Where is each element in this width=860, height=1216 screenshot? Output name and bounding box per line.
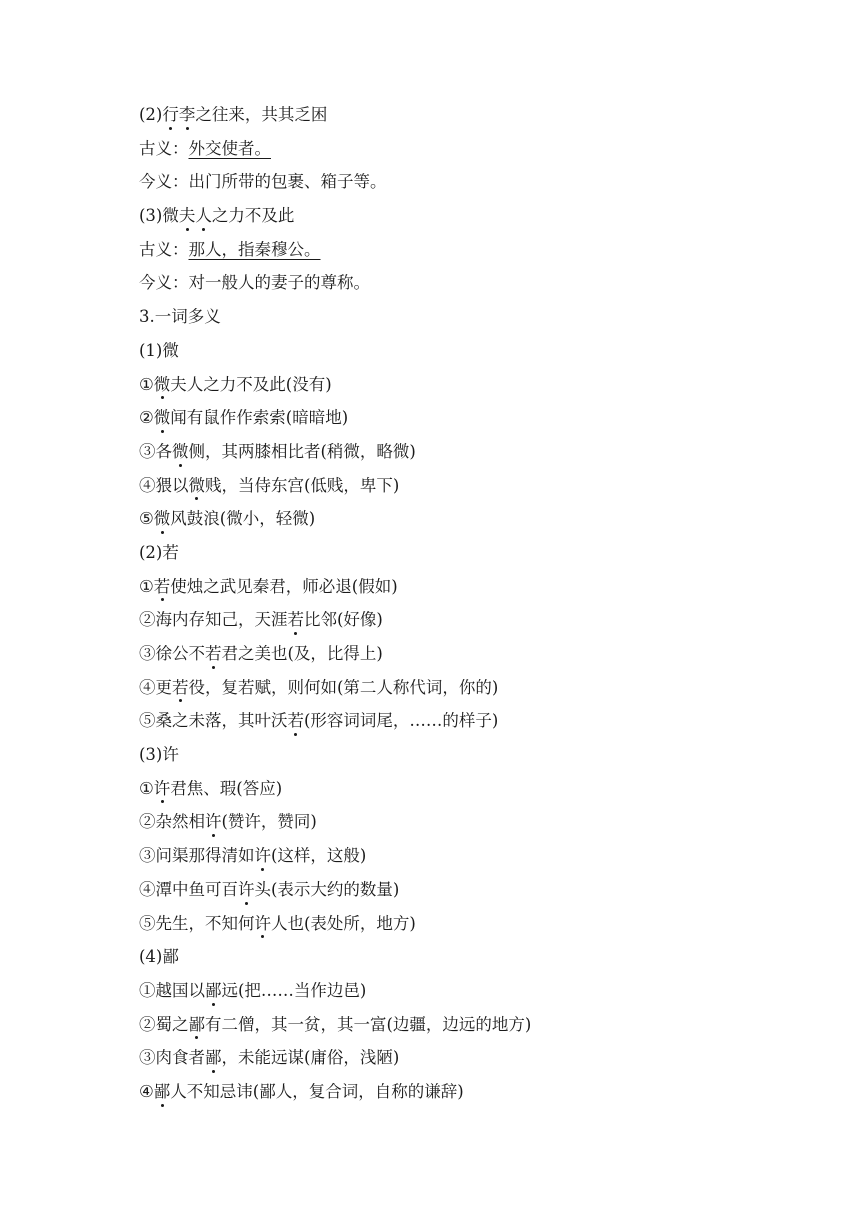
emphasis-dot-char: 若	[205, 637, 222, 671]
text-segment: 闻有鼠作作索索(暗暗地)	[170, 408, 349, 428]
emphasis-dot-char: 若	[154, 570, 171, 604]
underlined-answer: 外交使者。	[188, 138, 271, 158]
emphasis-dot-char: 夫	[179, 199, 196, 233]
text-line	[139, 401, 819, 435]
text-segment: (1)微	[139, 340, 179, 360]
text-line	[139, 873, 819, 907]
text-line	[139, 940, 819, 974]
emphasis-dot-char: 许	[255, 907, 272, 941]
emphasis-dot-char: 鄙	[205, 1041, 222, 1075]
text-segment: ⑤桑之未落，其叶沃	[139, 711, 288, 731]
text-line	[139, 671, 819, 705]
text-segment: ④	[139, 1081, 154, 1101]
text-segment: ，未能远谋(庸俗，浅陋)	[221, 1048, 400, 1068]
emphasis-dot-char: 行	[162, 98, 179, 132]
text-segment: ③问渠那得清如	[139, 846, 255, 866]
text-line	[139, 772, 819, 806]
text-line	[139, 805, 819, 839]
text-line	[139, 603, 819, 637]
text-line	[139, 536, 819, 570]
text-segment: (3)微	[139, 206, 179, 226]
text-segment: ①	[139, 374, 154, 394]
underlined-answer: 那人，指秦穆公。	[188, 239, 321, 259]
text-segment: ④猥以	[139, 475, 189, 495]
text-segment: 今义：出门所带的包裹、箱子等。	[139, 172, 387, 192]
text-segment: (赞许，赞同)	[221, 812, 317, 832]
text-segment: (这样，这般)	[271, 846, 367, 866]
emphasis-dot-char: 许	[255, 839, 272, 873]
text-line	[139, 165, 819, 199]
text-segment: 风鼓浪(微小，轻微)	[170, 509, 316, 529]
text-segment: 今义：对一般人的妻子的尊称。	[139, 273, 370, 293]
emphasis-dot-char: 微	[154, 401, 171, 435]
emphasis-dot-char: 微	[189, 469, 206, 503]
text-segment: 君焦、瑕(答应)	[170, 778, 283, 798]
text-segment: 侧，其两膝相比者(稍微，略微)	[188, 441, 416, 461]
text-segment: 人不知忌讳(鄙人，复合词，自称的谦辞)	[170, 1081, 464, 1101]
text-segment: 古义：	[139, 138, 189, 158]
text-segment: ③各	[139, 441, 172, 461]
text-segment: ②杂然相	[139, 812, 205, 832]
text-segment: ③肉食者	[139, 1048, 205, 1068]
text-segment: 3.一词多义	[139, 307, 221, 327]
emphasis-dot-char: 鄙	[189, 1008, 206, 1042]
text-segment: 远(把……当作边邑)	[221, 980, 367, 1000]
text-line	[139, 98, 819, 132]
emphasis-dot-char: 人	[195, 199, 212, 233]
text-line	[139, 266, 819, 300]
text-line	[139, 839, 819, 873]
text-segment: ②	[139, 408, 154, 428]
text-line	[139, 300, 819, 334]
text-segment: 有二僧，其一贫，其一富(边疆，边远的地方)	[205, 1014, 532, 1034]
text-segment: ③徐公不	[139, 644, 205, 663]
text-line	[139, 435, 819, 469]
text-segment: (形容词词尾，……的样子)	[304, 711, 499, 731]
text-segment: ⑤	[139, 509, 154, 529]
text-line	[139, 469, 819, 503]
text-segment: 贱，当侍东宫(低贱，卑下)	[205, 475, 400, 495]
text-line	[139, 704, 819, 738]
text-segment: 人也(表处所，地方)	[271, 913, 416, 933]
emphasis-dot-char: 许	[205, 805, 222, 839]
text-segment: 比邻(好像)	[304, 610, 383, 630]
emphasis-dot-char: 鄙	[154, 1075, 171, 1109]
text-segment: 古义：	[139, 239, 189, 259]
text-segment: (4)鄙	[139, 947, 179, 967]
emphasis-dot-char: 微	[154, 368, 171, 402]
text-segment: ①越国以	[139, 980, 205, 1000]
text-line	[139, 637, 819, 671]
text-segment: 役，复若赋，则何如(第二人称代词，你的)	[188, 677, 499, 697]
text-segment: 之力不及此	[211, 206, 295, 226]
text-segment: ②蜀之	[139, 1014, 189, 1034]
text-line	[139, 570, 819, 604]
emphasis-dot-char: 若	[288, 704, 305, 738]
text-segment: 使烛之武见秦君，师必退(假如)	[170, 576, 398, 596]
text-segment: 君之美也(及，比得上)	[221, 644, 383, 663]
text-segment: ④潭中鱼可百	[139, 879, 238, 899]
text-line	[139, 1075, 819, 1109]
text-line	[139, 907, 819, 941]
document-body	[139, 98, 819, 1109]
text-segment: ④更	[139, 677, 172, 697]
text-segment: ①	[139, 778, 154, 798]
emphasis-dot-char: 鄙	[205, 974, 222, 1008]
text-line	[139, 199, 819, 233]
emphasis-dot-char: 微	[154, 502, 171, 536]
text-segment: (2)若	[139, 542, 179, 562]
emphasis-dot-char: 李	[179, 98, 196, 132]
emphasis-dot-char: 若	[172, 671, 189, 705]
emphasis-dot-char: 若	[288, 603, 305, 637]
text-line	[139, 368, 819, 402]
text-segment: 夫人之力不及此(没有)	[170, 374, 332, 394]
text-segment: 头(表示大约的数量)	[254, 879, 400, 899]
text-segment: (2)	[139, 105, 163, 124]
text-line	[139, 233, 819, 267]
text-segment: ⑤先生，不知何	[139, 913, 255, 933]
text-line	[139, 132, 819, 166]
text-line	[139, 502, 819, 536]
emphasis-dot-char: 许	[154, 772, 171, 806]
emphasis-dot-char: 许	[238, 873, 255, 907]
text-line	[139, 334, 819, 368]
emphasis-dot-char: 微	[172, 435, 189, 469]
text-segment: (3)许	[139, 745, 179, 765]
text-segment: 之往来，共其乏困	[195, 105, 328, 124]
text-line	[139, 1041, 819, 1075]
text-segment: ①	[139, 576, 154, 596]
text-line	[139, 1008, 819, 1042]
text-line	[139, 738, 819, 772]
text-line	[139, 974, 819, 1008]
text-segment: ②海内存知己，天涯	[139, 610, 288, 630]
